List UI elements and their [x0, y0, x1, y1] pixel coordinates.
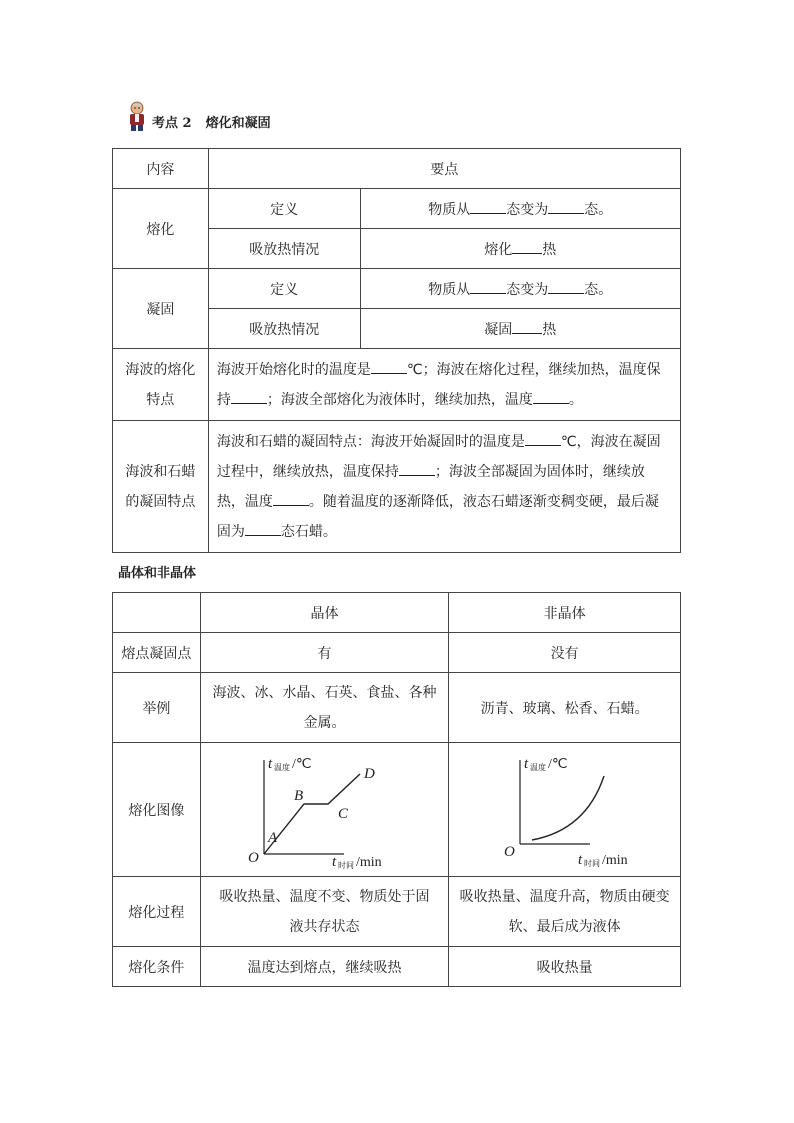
example-label: 举例 — [113, 673, 201, 743]
fill-blank — [470, 212, 506, 214]
section-title — [152, 112, 271, 131]
header-points: 要点 — [208, 149, 680, 189]
y-axis-subscript: 温度 — [529, 762, 546, 772]
x-axis-subscript: 时间 — [583, 858, 600, 868]
solidify-def-cell: 物质从 态变为 态。 — [360, 269, 680, 309]
crystal-graph-cell — [200, 743, 449, 877]
origin-label: O — [248, 849, 260, 866]
fill-blank — [512, 252, 542, 254]
point-label: 熔点凝固点 — [113, 633, 201, 673]
section-heading — [126, 100, 271, 132]
x-axis-unit: /min — [356, 854, 383, 870]
fill-blank — [371, 372, 407, 374]
x-axis-subscript: 时间 — [338, 860, 355, 870]
point-c-label: C — [338, 805, 349, 822]
origin-label: O — [503, 843, 515, 860]
header-amorphous: 非晶体 — [449, 593, 681, 633]
crystal-table — [112, 592, 681, 987]
x-axis-symbol: t — [332, 853, 337, 870]
solidify-heat-cell: 凝固 热 — [360, 309, 680, 349]
fill-blank — [245, 534, 281, 536]
melting-def-label: 定义 — [208, 189, 360, 229]
solidify-def-label: 定义 — [208, 269, 360, 309]
fill-blank — [548, 292, 584, 294]
point-b-label: B — [294, 787, 304, 804]
y-axis-symbol: t — [268, 755, 273, 772]
condition-label: 熔化条件 — [113, 947, 201, 987]
x-axis-unit: /min — [601, 852, 628, 868]
fill-blank — [470, 292, 506, 294]
section-name: 熔化和凝固 — [205, 115, 271, 131]
y-axis-unit: /℃ — [547, 756, 568, 772]
crystal-section-title: 晶体和非晶体 — [118, 566, 197, 581]
melting-heat-label: 吸放热情况 — [208, 229, 360, 269]
example-amorphous: 沥青、玻璃、松香、石蜡。 — [449, 673, 681, 743]
melting-def-cell: 物质从 态变为 态。 — [360, 189, 680, 229]
solidify-label: 凝固 — [113, 269, 209, 349]
y-axis-symbol: t — [523, 755, 528, 772]
fill-blank — [533, 402, 569, 404]
point-crystal: 有 — [200, 633, 449, 673]
teacher-avatar-icon — [126, 100, 148, 132]
crystal-melting-graph — [244, 748, 404, 872]
fill-blank — [525, 444, 561, 446]
melting-label: 熔化 — [113, 189, 209, 269]
point-d-label: D — [364, 765, 376, 782]
section-number: 考点 2 — [152, 115, 192, 131]
fill-blank — [548, 212, 584, 214]
process-label: 熔化过程 — [113, 877, 201, 947]
y-axis-unit: /℃ — [292, 756, 313, 772]
hypo-melt-cell: 海波开始熔化时的温度是 ℃；海波在熔化过程，继续加热，温度保持 ；海波全部熔化为液体时，继续加热，温度 。 — [208, 349, 680, 421]
process-crystal: 吸收热量、温度不变、物质处于固液共存状态 — [200, 877, 449, 947]
y-axis-subscript: 温度 — [274, 762, 291, 772]
solidify-heat-label: 吸放热情况 — [208, 309, 360, 349]
process-amorphous: 吸收热量、温度升高，物质由硬变软、最后成为液体 — [449, 877, 681, 947]
header-crystal: 晶体 — [200, 593, 449, 633]
fill-blank — [512, 332, 542, 334]
condition-crystal: 温度达到熔点，继续吸热 — [200, 947, 449, 987]
melting-curve — [532, 776, 604, 840]
x-axis-symbol: t — [577, 851, 582, 868]
fill-blank — [273, 504, 309, 506]
fill-blank — [231, 402, 267, 404]
amorphous-melting-graph — [480, 748, 650, 872]
amorphous-graph-cell — [449, 743, 681, 877]
condition-amorphous: 吸收热量 — [449, 947, 681, 987]
hypo-wax-cell: 海波和石蜡的凝固特点：海波开始凝固时的温度是 ℃，海波在凝固过程中，继续放热，温度保持 ；海波全部凝固为固体时，继续放热，温度 。随着温度的逐渐降低，液态石蜡逐渐变稠变硬，最后凝固为 态石蜡。 — [208, 421, 680, 553]
point-a-label: A — [268, 829, 278, 846]
graph-label: 熔化图像 — [113, 743, 201, 877]
melting-solidifying-table — [112, 148, 681, 553]
example-crystal: 海波、冰、水晶、石英、食盐、各种金属。 — [200, 673, 449, 743]
hypo-melt-label: 海波的熔化特点 — [113, 349, 209, 421]
melting-heat-cell: 熔化 热 — [360, 229, 680, 269]
hypo-wax-label: 海波和石蜡的凝固特点 — [113, 421, 209, 553]
point-amorphous: 没有 — [449, 633, 681, 673]
fill-blank — [399, 474, 435, 476]
header-empty — [113, 593, 201, 633]
header-content: 内容 — [113, 149, 209, 189]
